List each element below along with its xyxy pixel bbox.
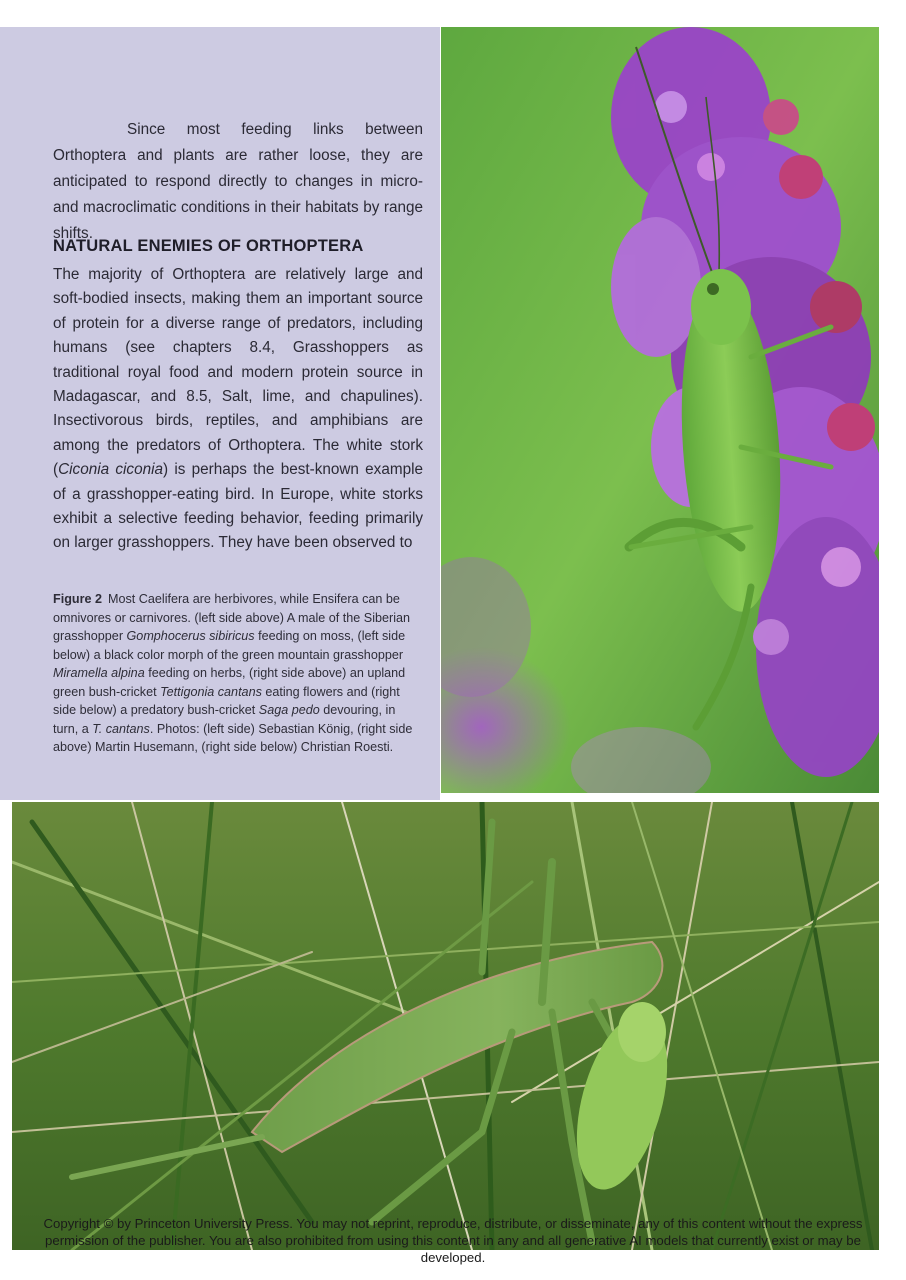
species-name: Ciconia ciconia xyxy=(58,461,163,479)
species-name: Tettigonia cantans xyxy=(160,684,262,699)
intro-paragraph: Since most feeding links between Orthoptera and plants are rather loose, they are anticipated to respond directly to changes in micro- and macroclimatic conditions in their habitats by range shifts. xyxy=(53,121,423,242)
body-paragraph xyxy=(53,263,423,556)
caption-text: feeding on herbs, (right side above) an upland green bush-cricket xyxy=(53,666,406,699)
photo-bush-cricket-flowers xyxy=(441,27,879,793)
copyright-notice: Copyright © by Princeton University Press. You may not reprint, reproduce, distribute, or disseminate, any of this content without the express permission of the publisher. You are also prohibited from using this content in any and all generative AI models that currently exist or may be developed. xyxy=(43,1216,863,1265)
figure-caption xyxy=(53,590,423,757)
species-name: Saga pedo xyxy=(258,703,320,717)
species-name: Miramella alpina xyxy=(53,666,145,680)
photo-saga-pedo-grass xyxy=(12,802,879,1250)
caption-text: Most Caelifera are herbivores, while Ensifera can be omnivores or carnivores. (left side above) A male of the Siberian grasshopper xyxy=(53,592,410,643)
body-text: The majority of Orthoptera are relatively large and soft-bodied insects, making them an important source of protein for a diverse range of predators, including humans (see chapters 8.4, Grasshoppers as traditional royal food and modern protein source in Madagascar, and 8.5, Salt, lime, and chapulines). Insectivorous birds, reptiles, and amphibians are among the predators of Orthoptera. The white stork ( xyxy=(53,266,423,479)
figure-label: Figure 2 xyxy=(53,592,102,606)
species-name: Gomphocerus sibiricus xyxy=(126,629,255,643)
caption-text: . Photos: (left side) Sebastian König, (right side above) Martin Husemann, (right side below) Christian Roesti. xyxy=(53,721,413,754)
body-text: ) is perhaps the best-known example of a grasshopper-eating bird. In Europe, white storks exhibit a selective feeding behavior, feeding primarily on larger grasshoppers. They have been observed to xyxy=(53,461,423,552)
caption-text: feeding on moss, (left side below) a black color morph of the green mountain grasshopper xyxy=(53,629,406,662)
species-name: T. cantans xyxy=(92,721,150,736)
caption-text: devouring, in turn, a xyxy=(53,703,396,736)
section-heading: NATURAL ENEMIES OF ORTHOPTERA xyxy=(53,237,364,255)
caption-text: eating flowers and (right side below) a predatory bush-cricket xyxy=(53,684,400,717)
